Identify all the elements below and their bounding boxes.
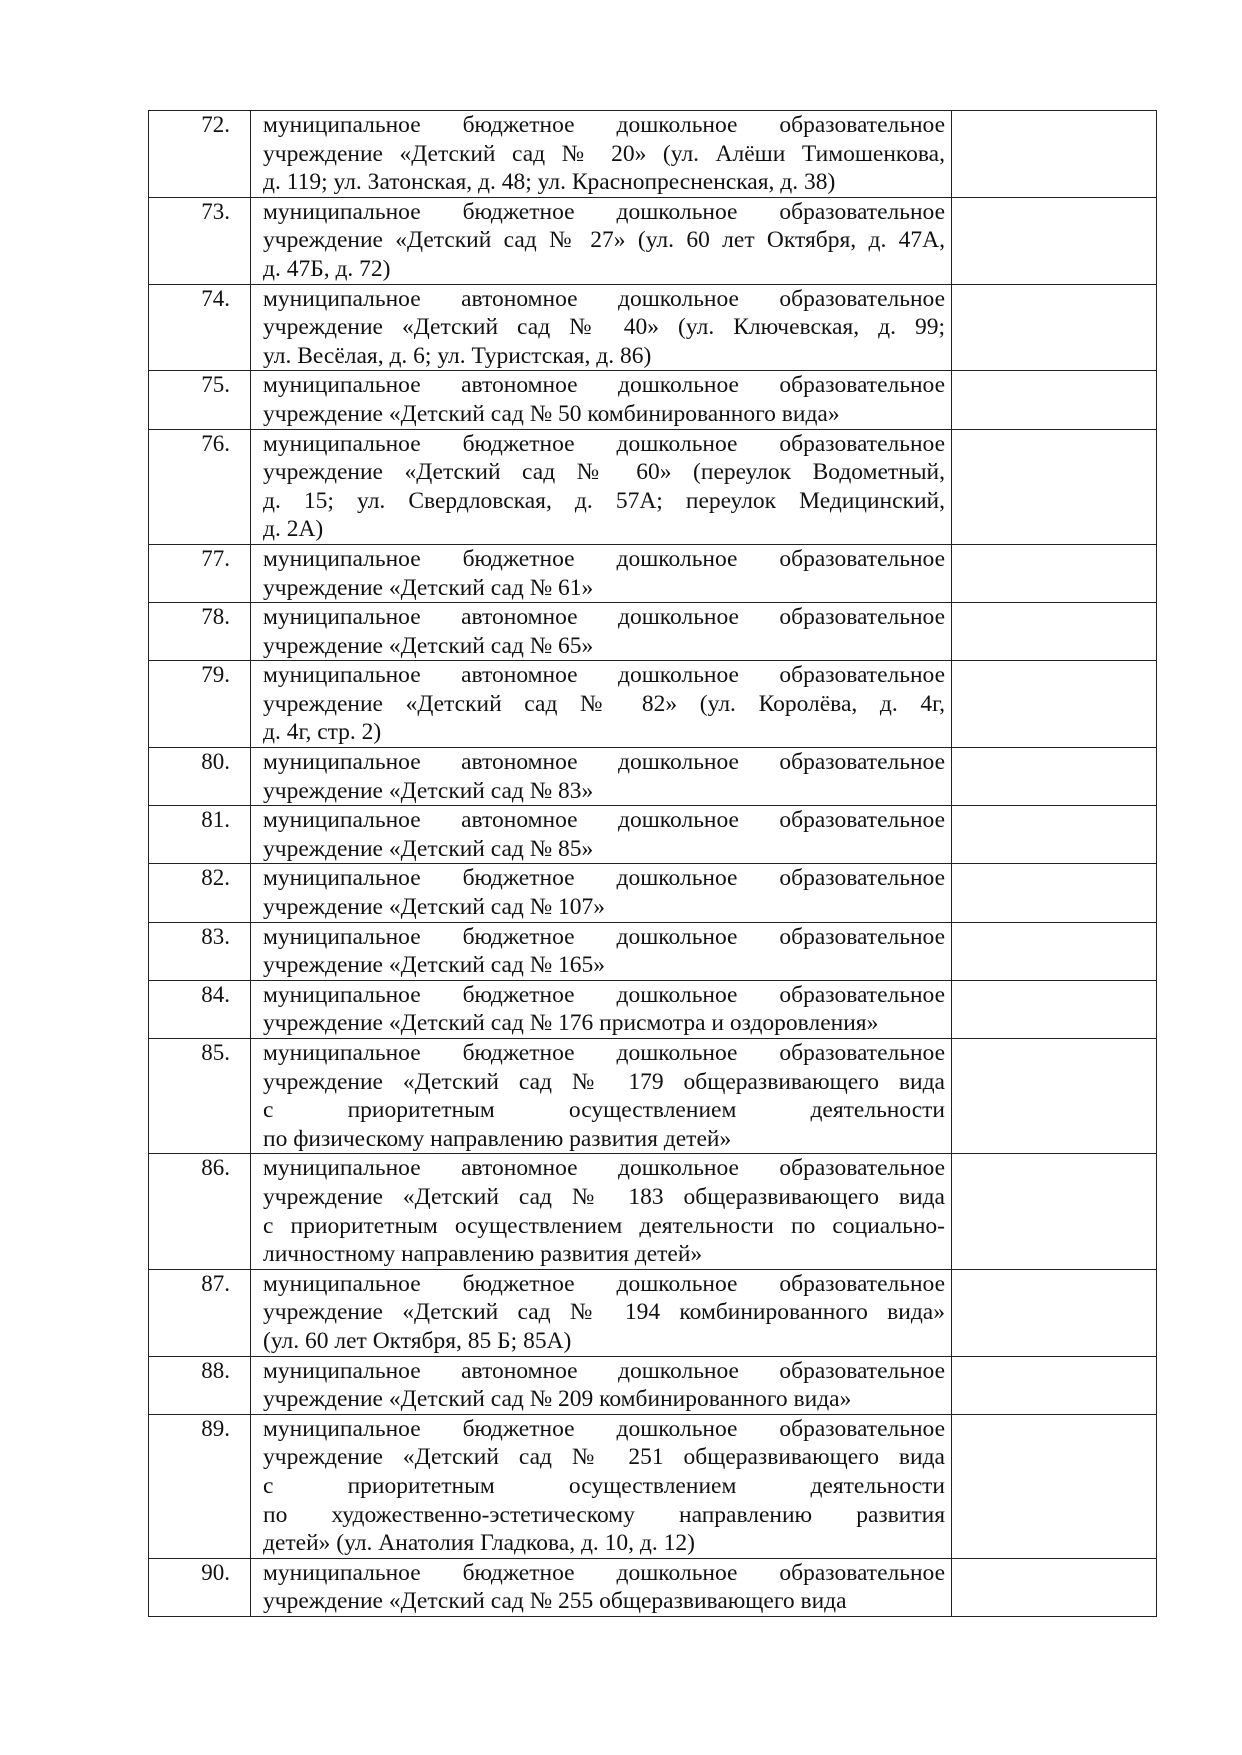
text-line: (ул. 60 лет Октября, 85 Б; 85А) xyxy=(263,1327,572,1354)
text-line: учреждение «Детский сад № 165» xyxy=(263,952,606,979)
empty-cell xyxy=(952,1039,1157,1154)
table-row xyxy=(149,284,1157,371)
text-line: муниципальное автономное дошкольное образовательное xyxy=(263,1357,945,1384)
text-line: д. 15; ул. Свердловская, д. 57А; переулок Медицинский, xyxy=(263,487,945,514)
empty-cell xyxy=(952,197,1157,284)
text-line: учреждение «Детский сад № 83» xyxy=(263,777,594,804)
empty-cell xyxy=(952,864,1157,922)
institution-description xyxy=(251,864,952,922)
empty-cell xyxy=(952,284,1157,371)
text-line: учреждение «Детский сад № 85» xyxy=(263,835,594,862)
empty-cell xyxy=(952,111,1157,198)
empty-cell xyxy=(952,1414,1157,1558)
table-row xyxy=(149,980,1157,1038)
text-line: муниципальное бюджетное дошкольное образовательное xyxy=(263,981,945,1008)
empty-cell xyxy=(952,1154,1157,1269)
text-line: муниципальное бюджетное дошкольное образовательное xyxy=(263,430,945,457)
row-number: 81. xyxy=(149,806,251,864)
text-line: муниципальное бюджетное дошкольное образовательное xyxy=(263,112,945,138)
text-line: д. 47Б, д. 72) xyxy=(263,255,391,282)
institution-description xyxy=(251,1558,952,1616)
row-number: 77. xyxy=(149,544,251,602)
text-line: учреждение «Детский сад № 65» xyxy=(263,632,594,659)
row-number: 83. xyxy=(149,922,251,980)
row-number: 82. xyxy=(149,864,251,922)
empty-cell xyxy=(952,748,1157,806)
text-line: муниципальное автономное дошкольное образовательное xyxy=(263,749,945,776)
text-line: муниципальное бюджетное дошкольное образовательное xyxy=(263,1270,945,1297)
text-line: учреждение «Детский сад № 107» xyxy=(263,894,606,921)
institution-description xyxy=(251,111,952,198)
institution-description xyxy=(251,429,952,544)
text-line: учреждение «Детский сад № 82» (ул. Королёва, д. 4г, xyxy=(263,690,945,717)
institution-description xyxy=(251,1154,952,1269)
empty-cell xyxy=(952,922,1157,980)
institutions-table-body xyxy=(149,111,1157,1617)
row-number: 89. xyxy=(149,1414,251,1558)
text-line: учреждение «Детский сад № 209 комбинированного вида» xyxy=(263,1386,852,1413)
table-row xyxy=(149,1269,1157,1356)
text-line: по художественно-эстетическому направлению развития xyxy=(263,1501,945,1528)
table-row xyxy=(149,1039,1157,1154)
row-number: 76. xyxy=(149,429,251,544)
text-line: муниципальное автономное дошкольное образовательное xyxy=(263,807,945,834)
row-number: 90. xyxy=(149,1558,251,1616)
table-row xyxy=(149,603,1157,661)
text-line: учреждение «Детский сад № 194 комбинированного вида» xyxy=(263,1299,945,1326)
row-number: 74. xyxy=(149,284,251,371)
empty-cell xyxy=(952,544,1157,602)
text-line: муниципальное бюджетное дошкольное образовательное xyxy=(263,1559,945,1586)
table-row xyxy=(149,1414,1157,1558)
text-line: муниципальное автономное дошкольное образовательное xyxy=(263,285,945,312)
table-row xyxy=(149,922,1157,980)
institution-description xyxy=(251,1039,952,1154)
empty-cell xyxy=(952,1356,1157,1414)
empty-cell xyxy=(952,1558,1157,1616)
table-row xyxy=(149,661,1157,748)
text-line: муниципальное автономное дошкольное образовательное xyxy=(263,604,945,631)
text-line: учреждение «Детский сад № 61» xyxy=(263,574,594,601)
empty-cell xyxy=(952,1269,1157,1356)
text-line: личностному направлению развития детей» xyxy=(263,1241,703,1268)
table-row xyxy=(149,1356,1157,1414)
text-line: муниципальное бюджетное дошкольное образовательное xyxy=(263,923,945,950)
table-row xyxy=(149,544,1157,602)
text-line: муниципальное бюджетное дошкольное образовательное xyxy=(263,865,945,892)
text-line: с приоритетным осуществлением деятельности xyxy=(263,1472,945,1499)
row-number: 75. xyxy=(149,371,251,429)
text-line: муниципальное автономное дошкольное образовательное xyxy=(263,1155,945,1182)
text-line: ул. Весёлая, д. 6; ул. Туристская, д. 86) xyxy=(263,342,652,369)
table-row xyxy=(149,429,1157,544)
text-line: учреждение «Детский сад № 176 присмотра и оздоровления» xyxy=(263,1010,879,1037)
text-line: д. 119; ул. Затонская, д. 48; ул. Краснопресненская, д. 38) xyxy=(263,169,836,196)
empty-cell xyxy=(952,429,1157,544)
text-line: учреждение «Детский сад № 27» (ул. 60 лет Октября, д. 47А, xyxy=(263,227,945,254)
institution-description xyxy=(251,1356,952,1414)
empty-cell xyxy=(952,603,1157,661)
table-row xyxy=(149,197,1157,284)
table-row xyxy=(149,371,1157,429)
empty-cell xyxy=(952,661,1157,748)
text-line: учреждение «Детский сад № 179 общеразвивающего вида xyxy=(263,1068,945,1095)
text-line: учреждение «Детский сад № 20» (ул. Алёши Тимошенкова, xyxy=(263,140,945,167)
institution-description xyxy=(251,922,952,980)
institution-description xyxy=(251,980,952,1038)
text-line: учреждение «Детский сад № 50 комбинированного вида» xyxy=(263,400,840,427)
text-line: д. 2А) xyxy=(263,516,324,543)
institution-description xyxy=(251,544,952,602)
row-number: 87. xyxy=(149,1269,251,1356)
text-line: муниципальное бюджетное дошкольное образовательное xyxy=(263,198,945,225)
text-line: детей» (ул. Анатолия Гладкова, д. 10, д. 12) xyxy=(263,1530,695,1557)
row-number: 80. xyxy=(149,748,251,806)
row-number: 85. xyxy=(149,1039,251,1154)
row-number: 78. xyxy=(149,603,251,661)
table-row xyxy=(149,864,1157,922)
table-row xyxy=(149,111,1157,198)
institution-description xyxy=(251,284,952,371)
row-number: 79. xyxy=(149,661,251,748)
row-number: 84. xyxy=(149,980,251,1038)
institution-description xyxy=(251,603,952,661)
text-line: учреждение «Детский сад № 60» (переулок Водометный, xyxy=(263,459,945,486)
text-line: муниципальное автономное дошкольное образовательное xyxy=(263,372,945,399)
empty-cell xyxy=(952,806,1157,864)
table-row xyxy=(149,1154,1157,1269)
empty-cell xyxy=(952,371,1157,429)
text-line: муниципальное бюджетное дошкольное образовательное xyxy=(263,1415,945,1442)
row-number: 73. xyxy=(149,197,251,284)
text-line: д. 4г, стр. 2) xyxy=(263,719,382,746)
text-line: муниципальное бюджетное дошкольное образовательное xyxy=(263,545,945,572)
institution-description xyxy=(251,1414,952,1558)
institution-description xyxy=(251,806,952,864)
institution-description xyxy=(251,661,952,748)
text-line: по физическому направлению развития детей» xyxy=(263,1125,732,1152)
text-line: с приоритетным осуществлением деятельности xyxy=(263,1097,945,1124)
text-line: учреждение «Детский сад № 183 общеразвивающего вида xyxy=(263,1183,945,1210)
text-line: муниципальное автономное дошкольное образовательное xyxy=(263,662,945,689)
table-row xyxy=(149,806,1157,864)
institution-description xyxy=(251,197,952,284)
institution-description xyxy=(251,748,952,806)
institution-description xyxy=(251,371,952,429)
text-line: учреждение «Детский сад № 251 общеразвивающего вида xyxy=(263,1444,945,1471)
text-line: учреждение «Детский сад № 255 общеразвивающего вида xyxy=(263,1588,847,1615)
institutions-table xyxy=(148,110,1157,1617)
row-number: 88. xyxy=(149,1356,251,1414)
institution-description xyxy=(251,1269,952,1356)
table-row xyxy=(149,748,1157,806)
text-line: муниципальное бюджетное дошкольное образовательное xyxy=(263,1040,945,1066)
row-number: 72. xyxy=(149,111,251,198)
text-line: с приоритетным осуществлением деятельности по социально- xyxy=(263,1212,945,1239)
table-row xyxy=(149,1558,1157,1616)
empty-cell xyxy=(952,980,1157,1038)
row-number: 86. xyxy=(149,1154,251,1269)
text-line: учреждение «Детский сад № 40» (ул. Ключевская, д. 99; xyxy=(263,314,945,341)
